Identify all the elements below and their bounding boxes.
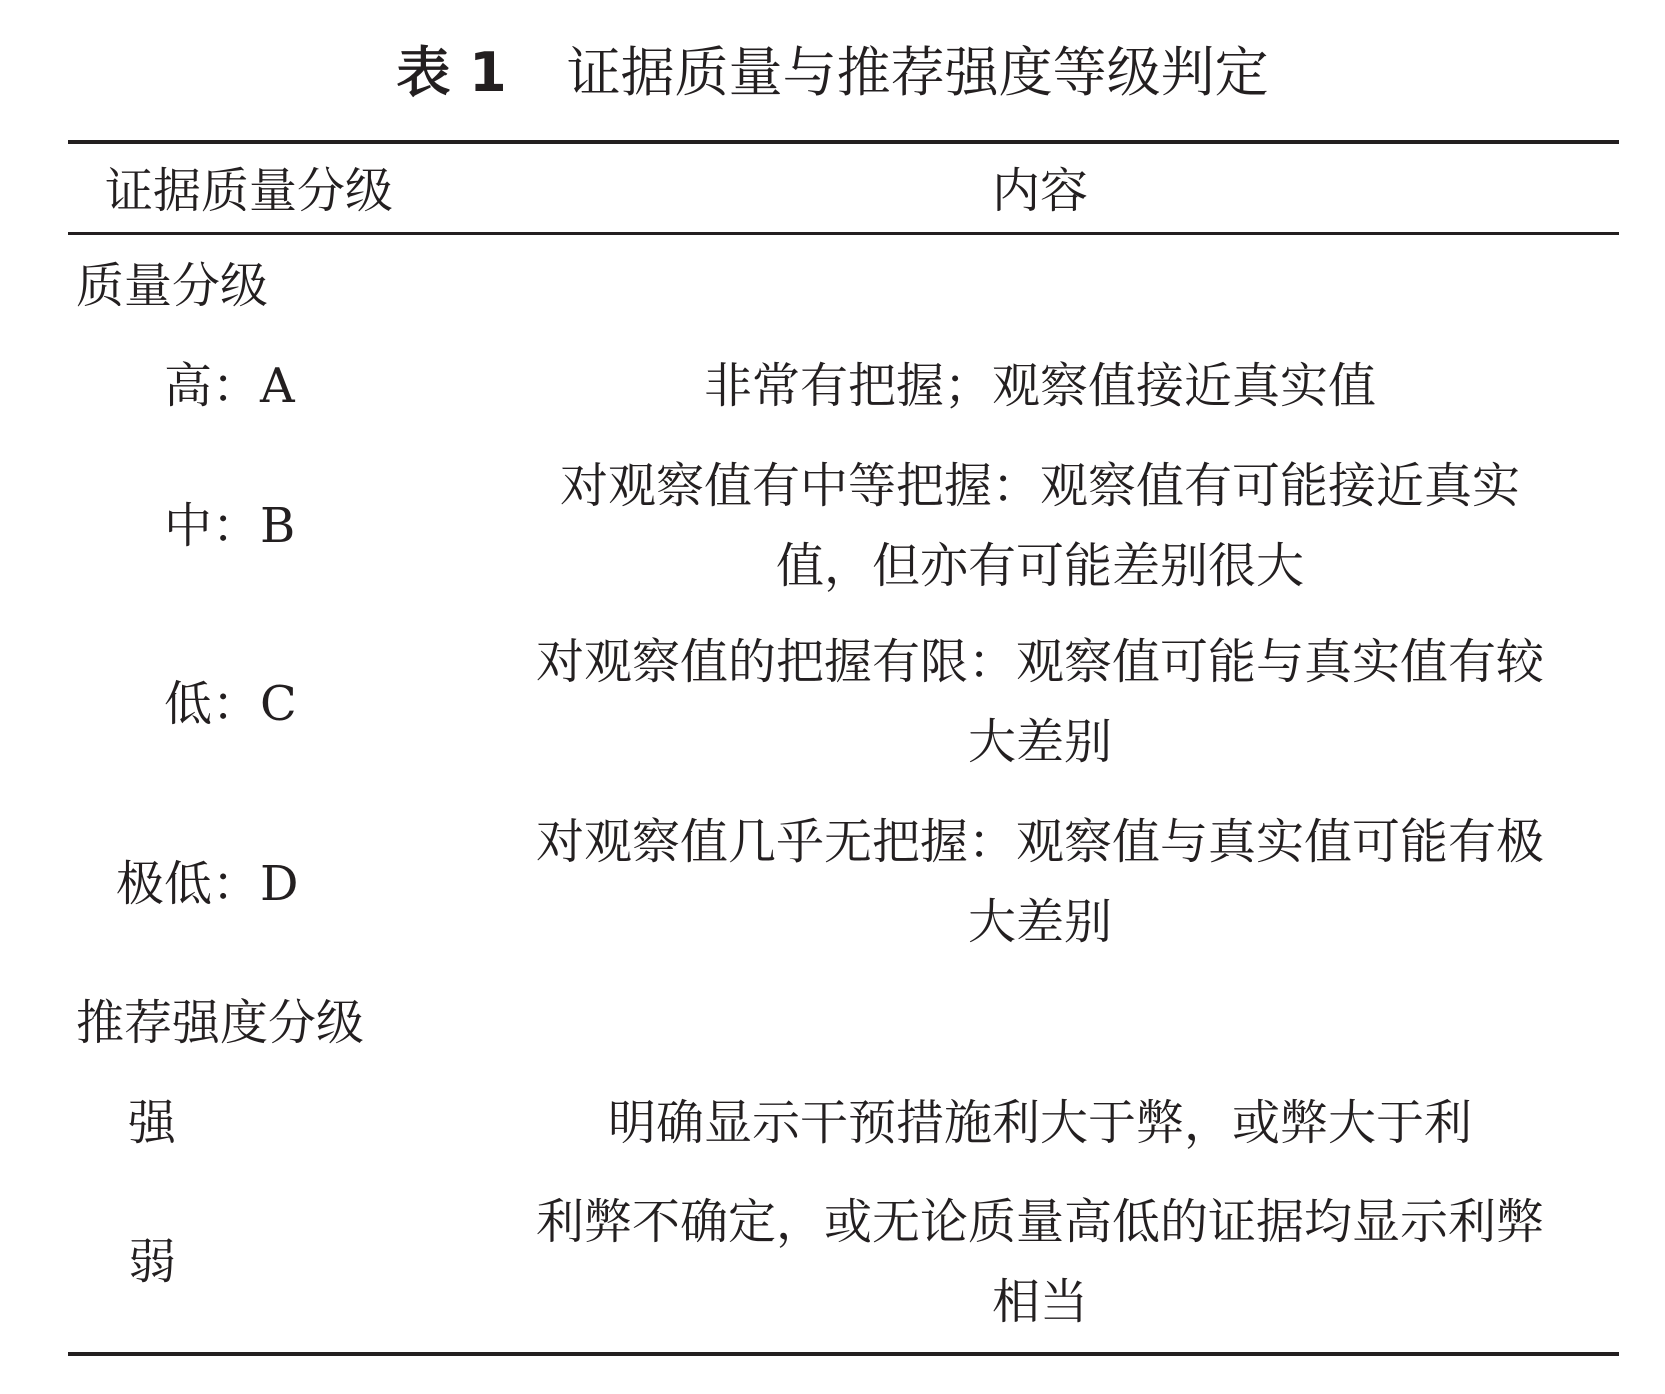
grade-cell-strong: 强 [128, 1095, 177, 1151]
top-rule [68, 140, 1619, 144]
table-title: 证据质量与推荐强度等级判定 [566, 41, 1269, 104]
content-cell-low [480, 622, 1600, 782]
content-line: 大差别 [967, 894, 1112, 950]
header-rule [68, 232, 1619, 235]
header-grade: 证据质量分级 [105, 163, 394, 219]
content-line: 大差别 [967, 714, 1112, 770]
grade-cell-medium: 中：B [164, 498, 296, 554]
content-cell-weak [480, 1182, 1600, 1342]
content-cell-medium [480, 446, 1600, 606]
content-cell-high: 非常有把握；观察值接近真实值 [703, 358, 1376, 414]
content-line: 值，但亦有可能差别很大 [775, 538, 1304, 594]
content-line: 对观察值的把握有限：观察值可能与真实值有较 [535, 634, 1544, 690]
header-content: 内容 [991, 163, 1088, 219]
section-heading-quality: 质量分级 [76, 258, 269, 314]
content-line: 相当 [991, 1274, 1088, 1330]
content-cell-very-low [480, 802, 1600, 962]
bottom-rule [68, 1352, 1619, 1356]
grade-cell-weak: 弱 [128, 1234, 177, 1290]
content-line: 对观察值几乎无把握：观察值与真实值可能有极 [535, 814, 1544, 870]
content-cell-strong: 明确显示干预措施利大于弊，或弊大于利 [607, 1095, 1472, 1151]
grade-cell-low: 低：C [164, 676, 297, 732]
grade-cell-high: 高：A [164, 358, 295, 414]
grade-cell-very-low: 极低：D [116, 856, 299, 912]
table-number: 表 1 [396, 41, 507, 104]
table-caption [0, 38, 1665, 108]
section-heading-recommendation: 推荐强度分级 [76, 995, 365, 1051]
content-line: 对观察值有中等把握：观察值有可能接近真实 [559, 458, 1520, 514]
content-line: 利弊不确定，或无论质量高低的证据均显示利弊 [535, 1194, 1544, 1250]
